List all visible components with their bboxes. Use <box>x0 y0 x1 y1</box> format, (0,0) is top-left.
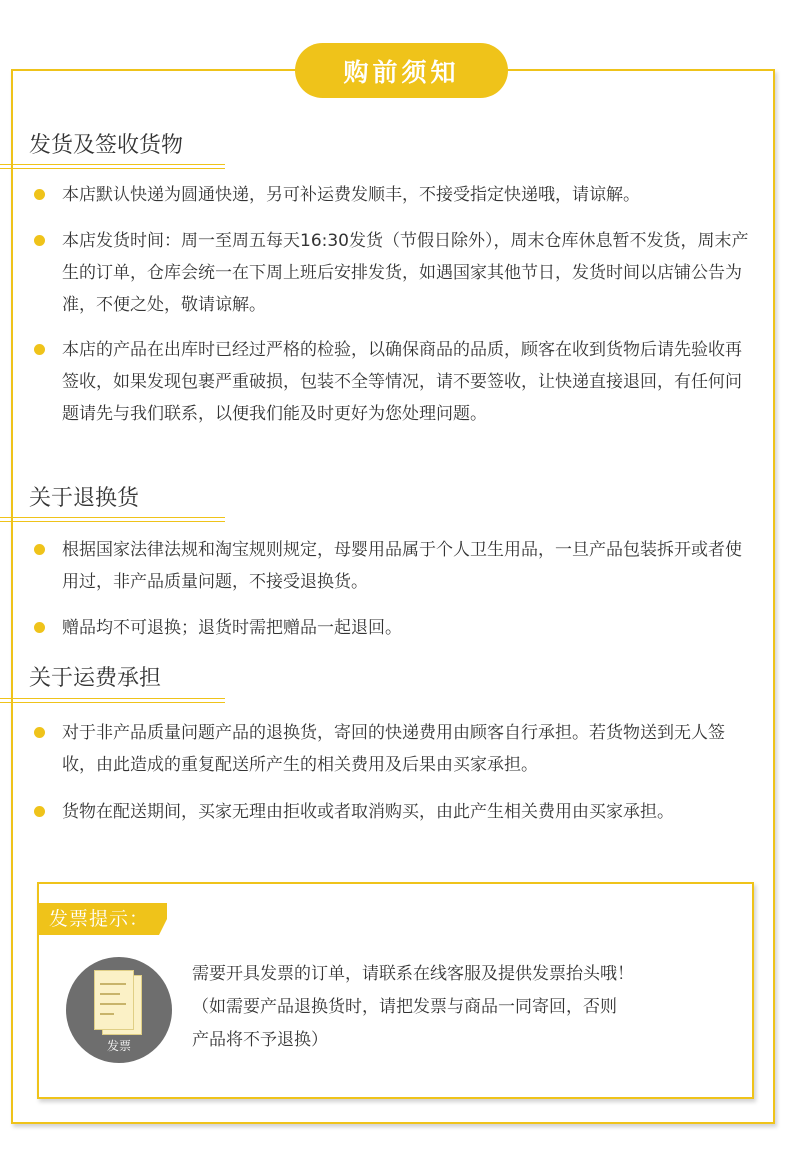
bullet-icon <box>34 544 45 555</box>
section-title-shipping: 发货及签收货物 <box>29 133 184 158</box>
invoice-icon <box>66 957 172 1063</box>
section-underline <box>0 698 225 703</box>
bullet-icon <box>34 806 45 817</box>
invoice-line: （如需要产品退换货时，请把发票与商品一同寄回，否则 <box>192 997 617 1017</box>
invoice-line: 产品将不予退换） <box>192 1030 328 1050</box>
list-item: 货物在配送期间，买家无理由拒收或者取消购买，由此产生相关费用由买家承担。 <box>62 802 674 822</box>
section-title-returns: 关于退换货 <box>29 486 140 511</box>
invoice-line: 需要开具发票的订单，请联系在线客服及提供发票抬头哦！ <box>192 964 634 984</box>
invoice-icon-caption: 发票 <box>106 1039 131 1053</box>
bullet-icon <box>34 235 45 246</box>
list-item: 本店默认快递为圆通快递，另可补运费发顺丰，不接受指定快递哦，请谅解。 <box>62 185 640 205</box>
section-underline <box>0 164 225 169</box>
list-item: 对于非产品质量问题产品的退换货，寄回的快递费用由顾客自行承担。若货物送到无人签收，由此造成的重复配送所产生的相关费用及后果由买家承担。 <box>62 723 725 775</box>
invoice-tag-label: 发票提示： <box>37 903 159 935</box>
section-underline <box>0 517 225 522</box>
document-icon <box>94 970 134 1030</box>
list-item: 根据国家法律法规和淘宝规则规定，母婴用品属于个人卫生用品，一旦产品包装拆开或者使用过，非产品质量问题，不接受退换货。 <box>62 540 742 592</box>
invoice-tag <box>37 903 167 935</box>
list-item: 赠品均不可退换；退货时需把赠品一起退回。 <box>62 618 402 638</box>
list-item: 本店的产品在出库时已经过严格的检验，以确保商品的品质，顾客在收到货物后请先验收再签收，如果发现包裹严重破损，包装不全等情况，请不要签收，让快递直接退回，有任何问题请先与我们联系，以便我们能及时更好为您处理问题。 <box>62 340 742 424</box>
bullet-icon <box>34 727 45 738</box>
section-title-shipping-cost: 关于运费承担 <box>29 666 162 691</box>
page-title: 购前须知 <box>295 43 508 98</box>
bullet-icon <box>34 622 45 633</box>
bullet-icon <box>34 344 45 355</box>
bullet-icon <box>34 189 45 200</box>
tag-arrow-icon <box>159 903 167 935</box>
invoice-text <box>192 958 737 1057</box>
list-item: 本店发货时间：周一至周五每天16:30发货（节假日除外），周末仓库休息暂不发货，周末产生的订单，仓库会统一在下周上班后安排发货，如遇国家其他节日，发货时间以店铺公告为准，不便之处，敬请谅解。 <box>62 231 749 315</box>
